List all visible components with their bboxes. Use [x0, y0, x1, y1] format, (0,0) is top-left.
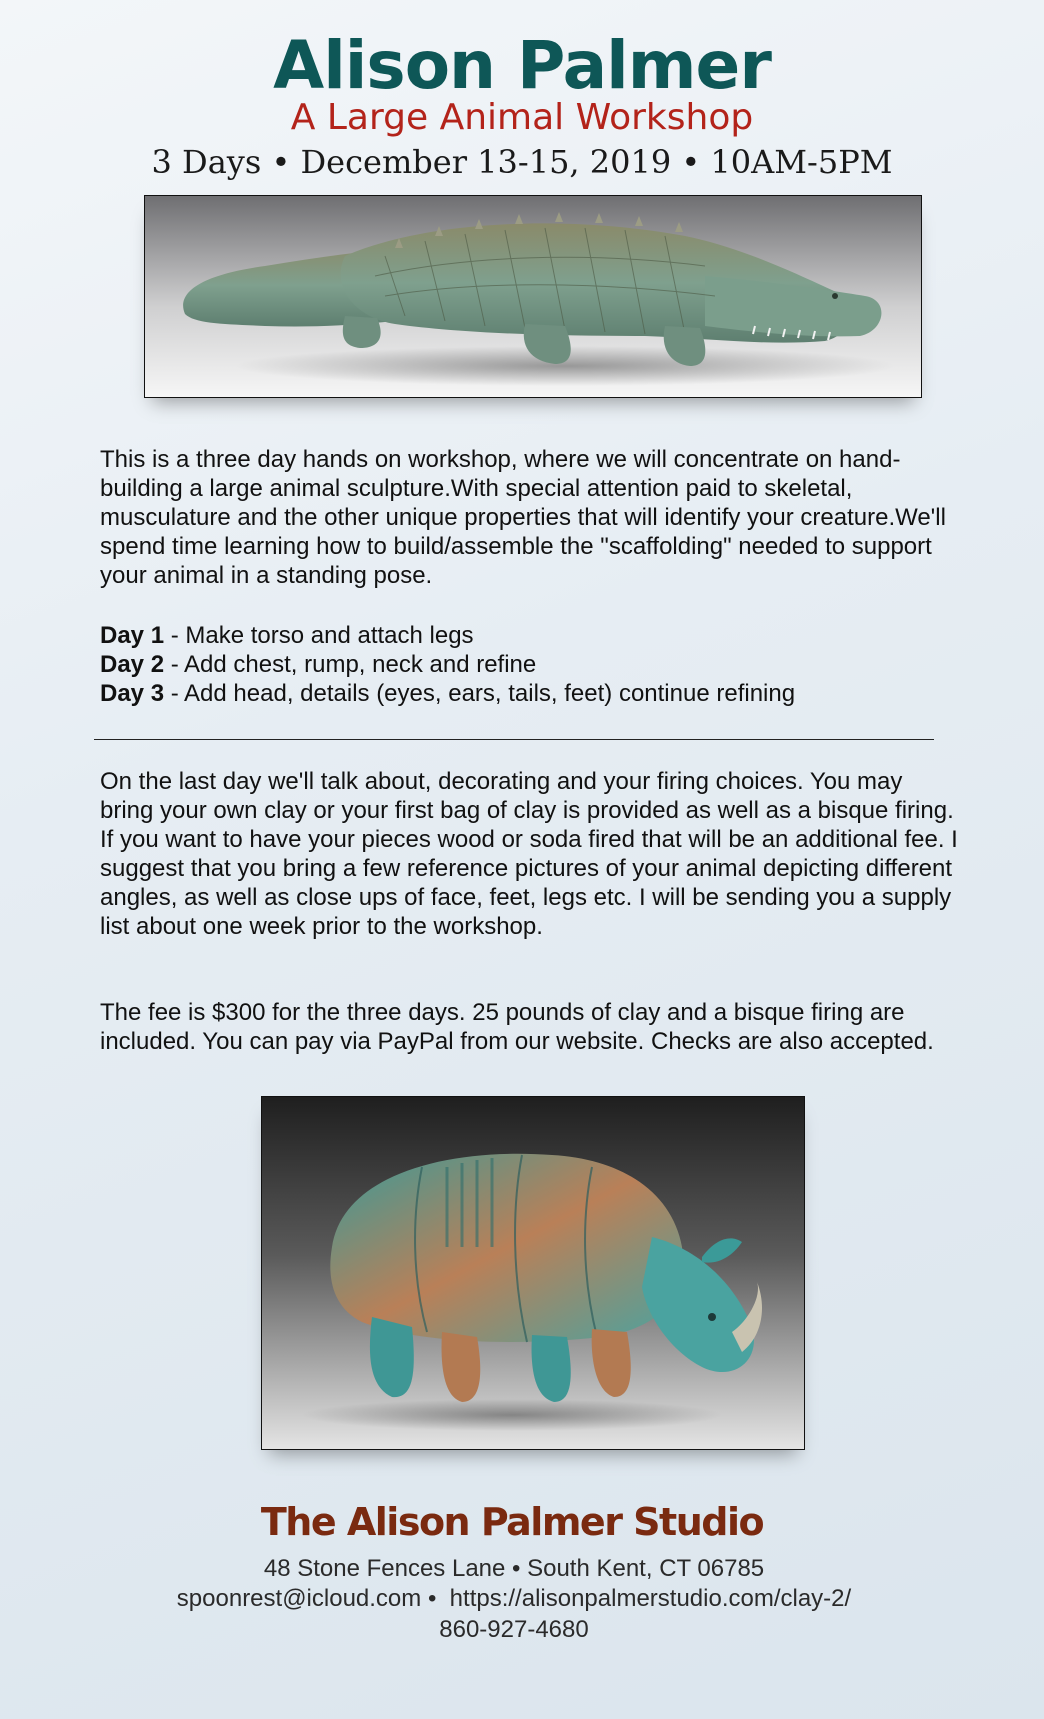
day-description: - Make torso and attach legs — [164, 622, 474, 649]
studio-address: 48 Stone Fences Lane • South Kent, CT 06785 — [263, 1555, 765, 1582]
daily-schedule — [100, 621, 970, 708]
intro-paragraph: This is a three day hands on workshop, where we will concentrate on hand-building a large animal sculpture.With special attention paid to skeletal, musculature and the other unique properties that will identify your creature.We'll spend time learning how to build/assemble the "scaffolding" needed to support your animal in a standing pose. — [100, 446, 946, 589]
schedule-day-3 — [100, 679, 970, 708]
day-label: Day 3 — [100, 680, 165, 707]
workshop-title: A Large Animal Workshop — [290, 97, 754, 138]
artist-name: Alison Palmer — [273, 27, 771, 104]
day-label: Day 2 — [100, 651, 165, 678]
fee-paragraph: The fee is $300 for the three days. 25 pounds of clay and a bisque firing are included. You can pay via PayPal from our website. Checks are also accepted. — [100, 999, 934, 1055]
day-description: - Add chest, rump, neck and refine — [164, 651, 537, 678]
studio-email-website[interactable]: spoonrest@icloud.com • https://alisonpalmerstudio.com/clay-2/ — [176, 1585, 852, 1612]
rhinoceros-sculpture-photo — [261, 1096, 805, 1450]
details-paragraph: On the last day we'll talk about, decorating and your firing choices. You may bring your own clay or your first bag of clay is provided as well as a bisque firing. If you want to have your pieces wood or soda fired that will be an additional fee. I suggest that you bring a few reference pictures of your animal depicting different angles, as well as close ups of face, feet, legs etc. I will be sending you a supply list about one week prior to the workshop. — [100, 768, 958, 940]
schedule-day-1 — [100, 621, 970, 650]
alligator-sculpture-photo — [144, 195, 922, 398]
schedule-day-2 — [100, 650, 970, 679]
day-description: - Add head, details (eyes, ears, tails, feet) continue refining — [164, 680, 796, 707]
section-divider — [94, 739, 934, 740]
studio-name: The Alison Palmer Studio — [260, 1500, 764, 1544]
day-label: Day 1 — [100, 622, 165, 649]
workshop-schedule: 3 Days • December 13-15, 2019 • 10AM-5PM — [151, 143, 893, 181]
studio-phone[interactable]: 860-927-4680 — [439, 1616, 589, 1643]
